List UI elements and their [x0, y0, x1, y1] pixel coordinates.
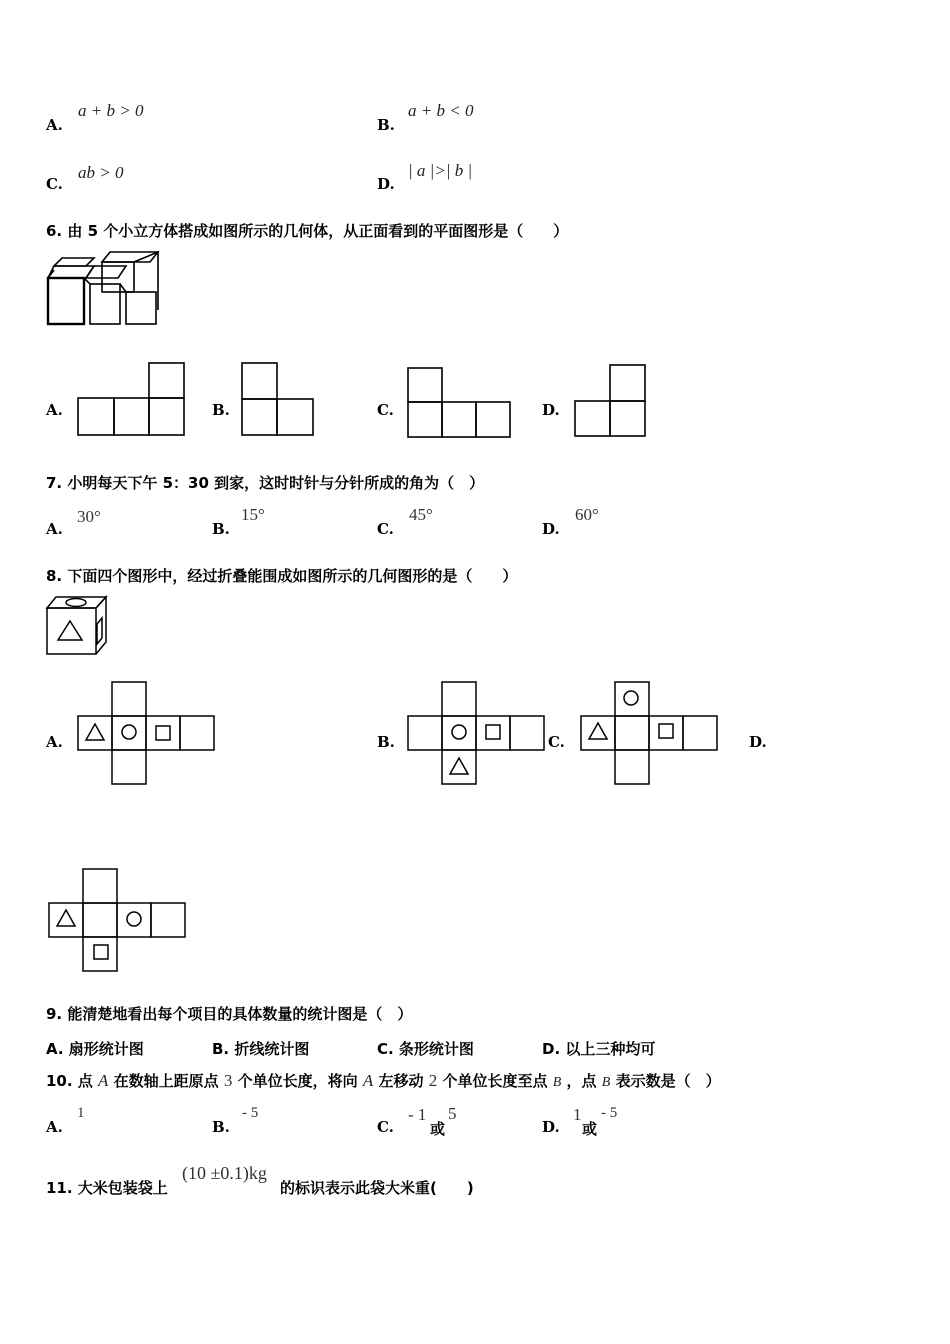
q10-var-a2: A [362, 1071, 374, 1090]
q6-option-d-figure [574, 364, 650, 440]
q10-var-a: A [98, 1071, 109, 1090]
q9-stem: 9. 能清楚地看出每个项目的具体数量的统计图是（ ） [46, 1005, 413, 1023]
q9-option-d: D. 以上三种均可 [542, 1040, 656, 1058]
q10-option-b-label: B. [212, 1118, 230, 1136]
q9-option-b: B. 折线统计图 [212, 1040, 310, 1058]
q10-option-a-value: 1 [77, 1105, 85, 1121]
q6-option-a-figure [78, 362, 188, 438]
q6-option-c-figure [407, 367, 515, 439]
q10-option-c-or: 或 [430, 1120, 446, 1138]
q10-stem-part: 10. 点 [46, 1072, 93, 1090]
q10-option-c-label: C. [377, 1118, 394, 1136]
q5-option-c-expr: ab > 0 [78, 163, 124, 182]
q7-option-c-value: 45° [409, 505, 433, 524]
q5-option-b-expr: a + b < 0 [408, 101, 474, 120]
q10-option-b-value: - 5 [242, 1105, 259, 1121]
q8-option-a-net [77, 681, 219, 787]
q8-option-c-net [580, 681, 722, 787]
q5-option-a-expr: a + b > 0 [78, 101, 144, 120]
q8-option-d-label: D. [749, 733, 767, 751]
q5-option-d-label: D. [377, 175, 395, 193]
q7-stem: 7. 小明每天下午 5：30 到家，这时时针与分针所成的角为（ ） [46, 474, 485, 492]
q5-option-d-expr: | a |>| b | [408, 161, 473, 180]
q10-option-d-value2: - 5 [601, 1105, 618, 1121]
q10-stem-part: 左移动 [378, 1072, 424, 1090]
q10-option-d-or: 或 [582, 1120, 598, 1138]
q10-stem-part: ，点 [566, 1072, 597, 1090]
q7-option-c-label: C. [377, 520, 394, 538]
q9-option-a: A. 扇形统计图 [46, 1040, 144, 1058]
q10-var-b: B [552, 1075, 562, 1090]
q10-option-d-label: D. [542, 1118, 560, 1136]
q10-stem-part: 表示数是（ ） [615, 1072, 721, 1090]
q6-option-b-figure [242, 362, 318, 438]
q6-option-d-label: D. [542, 401, 560, 419]
q6-option-c-label: C. [377, 401, 394, 419]
q8-option-b-label: B. [377, 733, 395, 751]
q7-option-d-value: 60° [575, 505, 599, 524]
q8-cube-figure [46, 596, 112, 658]
q7-option-d-label: D. [542, 520, 560, 538]
q11-expression: (10 ±0.1)kg [182, 1163, 267, 1183]
q10-option-c-value2: 5 [448, 1104, 457, 1123]
q10-stem [46, 1070, 721, 1091]
q6-option-a-label: A. [46, 401, 63, 419]
q8-option-a-label: A. [46, 733, 63, 751]
q8-option-d-net [48, 868, 190, 974]
q11-stem-end: 的标识表示此袋大米重( ) [280, 1179, 474, 1197]
q5-option-b-label: B. [377, 116, 395, 134]
q6-option-b-label: B. [212, 401, 230, 419]
q7-option-a-value: 30° [77, 507, 101, 526]
q7-option-a-label: A. [46, 520, 63, 538]
q7-option-b-value: 15° [241, 505, 265, 524]
q5-option-a-label: A. [46, 116, 63, 134]
q11-stem-start: 11. 大米包装袋上 [46, 1179, 168, 1197]
q5-option-c-label: C. [46, 175, 63, 193]
q10-stem-part: 个单位长度，将向 [237, 1072, 358, 1090]
q10-stem-part: 在数轴上距原点 [113, 1072, 219, 1090]
q6-stem: 6. 由 5 个小立方体搭成如图所示的几何体，从正面看到的平面图形是（ ） [46, 222, 569, 240]
q10-option-a-label: A. [46, 1118, 63, 1136]
q7-option-b-label: B. [212, 520, 230, 538]
q10-var-b2: B [601, 1075, 611, 1090]
q10-option-c-value1: - 1 [408, 1105, 427, 1124]
q10-option-d-value1: 1 [573, 1105, 582, 1124]
q6-cube-figure [46, 250, 166, 330]
q8-option-c-label: C. [548, 733, 565, 751]
q8-stem: 8. 下面四个图形中，经过折叠能围成如图所示的几何图形的是（ ） [46, 567, 518, 585]
q8-option-b-net [407, 681, 549, 787]
q10-stem-part: 个单位长度至点 [442, 1072, 548, 1090]
q9-option-c: C. 条形统计图 [377, 1040, 474, 1058]
q10-num-3: 3 [223, 1071, 233, 1090]
q10-num-2: 2 [428, 1071, 438, 1090]
